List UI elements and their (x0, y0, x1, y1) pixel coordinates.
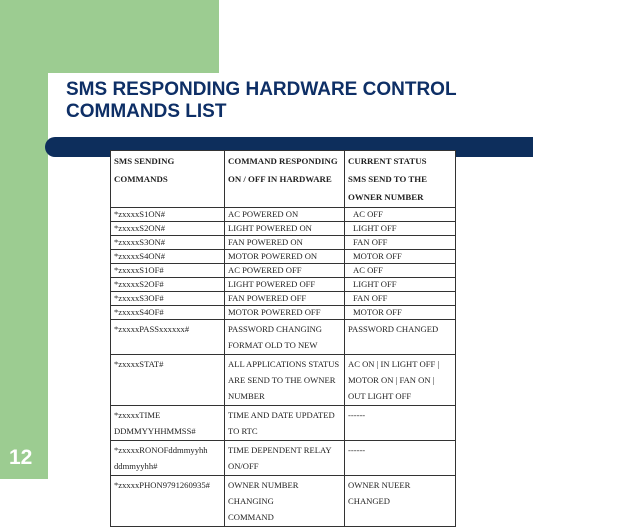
command-cell: *zxxxxS2OF# (111, 278, 225, 292)
table-row (111, 441, 456, 476)
status-cell: LIGHT OFF (345, 278, 456, 292)
command-cell: *zxxxxS3ON# (111, 236, 225, 250)
table-row (111, 208, 456, 222)
slide-number: 12 (9, 446, 33, 469)
status-cell: AC ON | IN LIGHT OFF | MOTOR ON | FAN ON | OUT LIGHT OFF (345, 355, 456, 406)
status-cell: ------ (345, 406, 456, 441)
response-cell: TIME DEPENDENT RELAY ON/OFF (225, 441, 345, 476)
left-sidebar-band (0, 0, 48, 479)
command-cell: *zxxxxPASSxxxxxx# (111, 320, 225, 355)
table-row (111, 292, 456, 306)
slide-title-line-2: COMMANDS LIST (66, 101, 227, 122)
table-row (111, 306, 456, 320)
table-row (111, 264, 456, 278)
response-cell: LIGHT POWERED ON (225, 222, 345, 236)
table-row (111, 250, 456, 264)
status-cell: ------ (345, 441, 456, 476)
table-row (111, 476, 456, 527)
table-row (111, 355, 456, 406)
table-row (111, 278, 456, 292)
table-row (111, 406, 456, 441)
status-cell: FAN OFF (345, 292, 456, 306)
response-cell: ALL APPLICATIONS STATUS ARE SEND TO THE OWNER NUMBER (225, 355, 345, 406)
status-cell: MOTOR OFF (345, 250, 456, 264)
header-current-status: CURRENT STATUS SMS SEND TO THE OWNER NUMBER (345, 151, 456, 208)
header-sms-sending-commands: SMS SENDING COMMANDS (111, 151, 225, 208)
response-cell: PASSWORD CHANGING FORMAT OLD TO NEW (225, 320, 345, 355)
table-row (111, 222, 456, 236)
slide-title-line-1: SMS RESPONDING HARDWARE CONTROL (66, 79, 457, 100)
header-command-responding: COMMAND RESPONDING ON / OFF IN HARDWARE (225, 151, 345, 208)
status-cell: MOTOR OFF (345, 306, 456, 320)
commands-table-image (110, 150, 455, 522)
status-cell: FAN OFF (345, 236, 456, 250)
table-header-row (111, 151, 456, 208)
command-cell: *zxxxxS3OF# (111, 292, 225, 306)
status-cell: AC OFF (345, 264, 456, 278)
response-cell: OWNER NUMBER CHANGING COMMAND (225, 476, 345, 527)
command-cell: *zxxxxRONOFddmmyyhh ddmmyyhh# (111, 441, 225, 476)
command-cell: *zxxxxS4ON# (111, 250, 225, 264)
response-cell: LIGHT POWERED OFF (225, 278, 345, 292)
status-cell: LIGHT OFF (345, 222, 456, 236)
response-cell: TIME AND DATE UPDATED TO RTC (225, 406, 345, 441)
command-cell: *zxxxxS1OF# (111, 264, 225, 278)
top-corner-block (48, 0, 219, 73)
command-cell: *zxxxxS4OF# (111, 306, 225, 320)
status-cell: PASSWORD CHANGED (345, 320, 456, 355)
response-cell: AC POWERED OFF (225, 264, 345, 278)
table-row (111, 236, 456, 250)
command-cell: *zxxxxPHON9791260935# (111, 476, 225, 527)
response-cell: FAN POWERED OFF (225, 292, 345, 306)
command-cell: *zxxxxS2ON# (111, 222, 225, 236)
response-cell: MOTOR POWERED ON (225, 250, 345, 264)
response-cell: AC POWERED ON (225, 208, 345, 222)
response-cell: MOTOR POWERED OFF (225, 306, 345, 320)
command-cell: *zxxxxSTAT# (111, 355, 225, 406)
slide-title (66, 79, 566, 123)
commands-table (110, 150, 456, 527)
command-cell: *zxxxxTIME DDMMYYHHMMSS# (111, 406, 225, 441)
table-row (111, 320, 456, 355)
response-cell: FAN POWERED ON (225, 236, 345, 250)
status-cell: AC OFF (345, 208, 456, 222)
status-cell: OWNER NUEER CHANGED (345, 476, 456, 527)
command-cell: *zxxxxS1ON# (111, 208, 225, 222)
